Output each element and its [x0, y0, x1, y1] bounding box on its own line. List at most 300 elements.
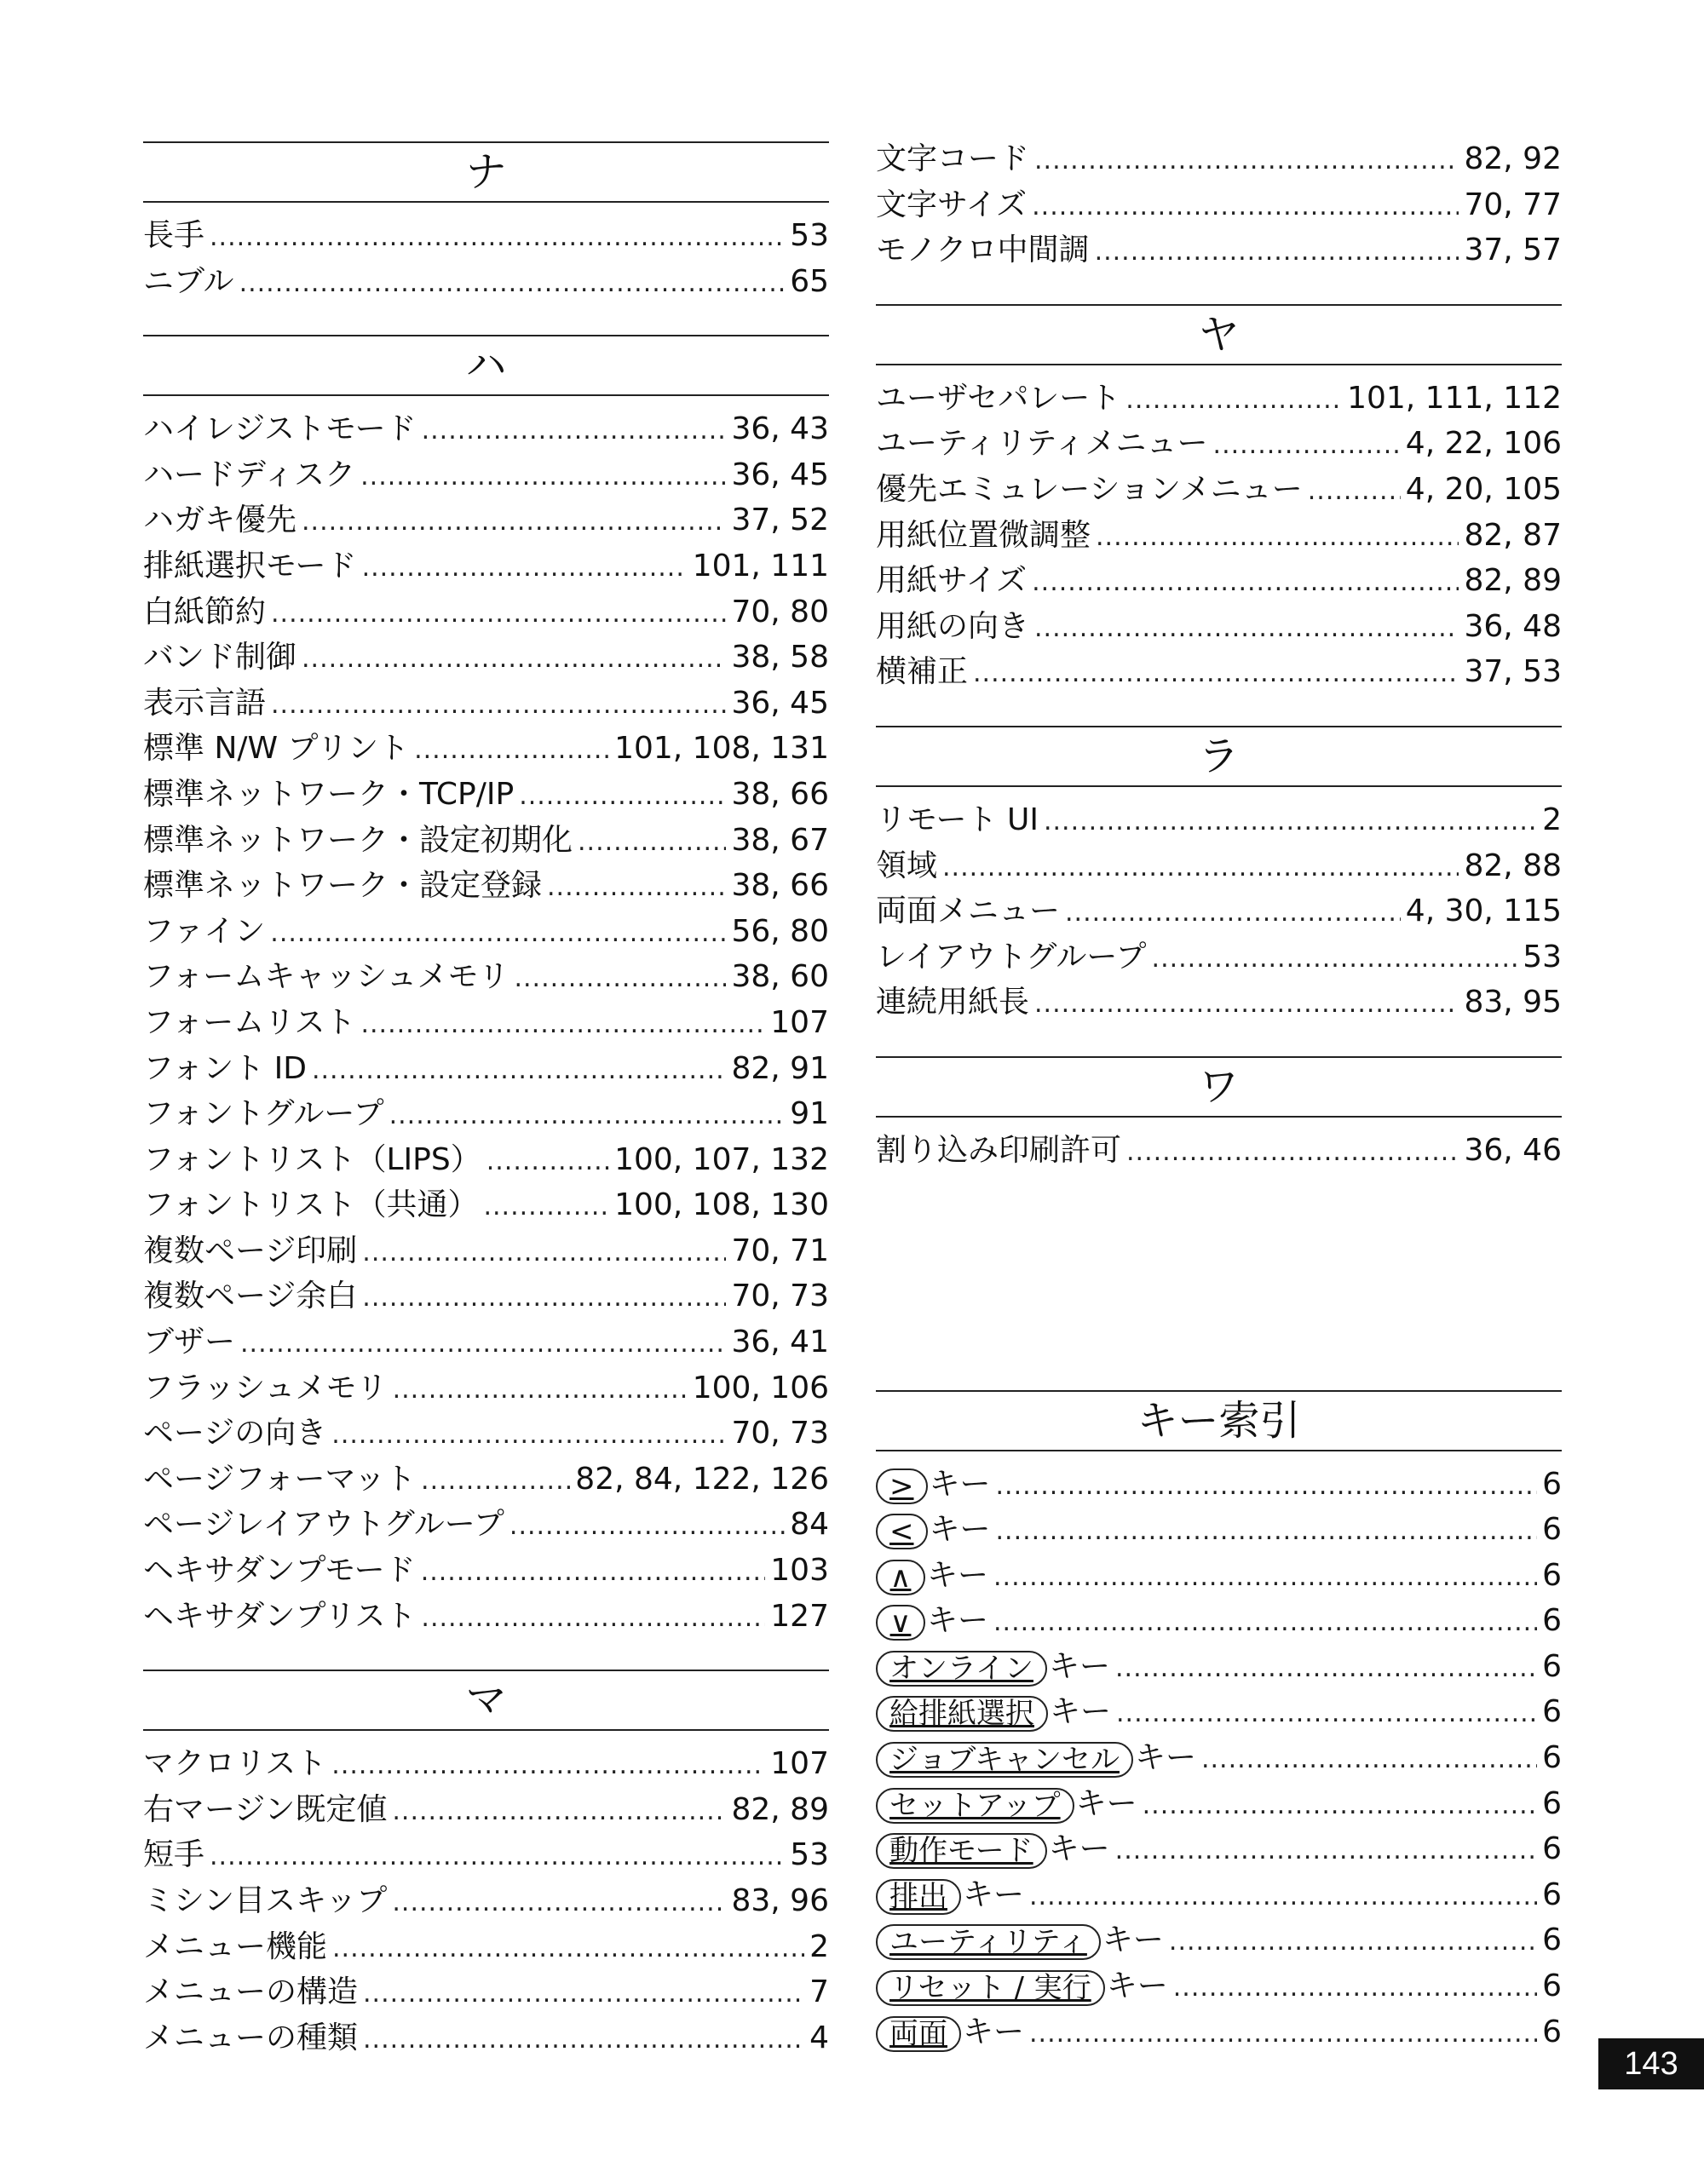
index-entry: [143, 1411, 829, 1457]
dot-leader: [996, 1462, 1538, 1509]
index-column-right: [876, 136, 1562, 2055]
page-refs: 6: [1542, 1603, 1562, 1639]
key-name: ユーティリティ: [889, 1925, 1087, 1960]
index-entry: [143, 1969, 829, 2015]
index-entry: [143, 818, 829, 864]
index-term: バンド制御: [143, 640, 297, 675]
key-name: 動作モード: [889, 1834, 1033, 1869]
dot-leader: [1032, 182, 1459, 230]
index-entry: [143, 2015, 829, 2061]
index-term: 標準ネットワーク・設定登録: [143, 868, 543, 904]
page-refs: 82, 87: [1464, 517, 1562, 553]
page-refs: 70, 80: [731, 594, 829, 629]
page-refs: 6: [1542, 1694, 1562, 1730]
index-entry: [143, 589, 829, 635]
index-term: ハードディスク: [143, 457, 356, 492]
index-term: フラッシュメモリ: [143, 1370, 388, 1405]
page-refs: 7: [809, 1974, 829, 2010]
dot-leader: [1152, 934, 1518, 982]
index-entry: [876, 843, 1562, 889]
page-refs: 6: [1542, 1785, 1562, 1821]
key-name: ジョブキャンセル: [889, 1743, 1120, 1778]
index-term: 用紙の向き: [876, 608, 1030, 644]
key-index-section: [876, 1390, 1562, 2055]
page-refs: 38, 58: [731, 640, 829, 675]
dot-leader: [1308, 467, 1401, 514]
key-name: 両面: [889, 2016, 947, 2051]
index-term: 優先エミュレーションメニュー: [876, 471, 1303, 507]
key-suffix: キー: [963, 1877, 1025, 1912]
dot-leader: [1116, 1689, 1537, 1737]
page-refs: 101, 111: [692, 548, 829, 583]
index-section: [143, 335, 829, 1639]
page-refs: 4, 22, 106: [1405, 426, 1562, 462]
index-term: 標準ネットワーク・TCP/IP: [143, 776, 515, 812]
index-term: 文字コード: [876, 141, 1030, 176]
continued-entries: [876, 136, 1562, 273]
index-term: ハガキ優先: [143, 503, 297, 538]
index-entry: [143, 1924, 829, 1970]
section-header: マ: [143, 1670, 829, 1731]
key-suffix: キー: [1134, 1740, 1196, 1776]
index-term: フォント ID: [143, 1050, 307, 1086]
index-entry: [143, 909, 829, 955]
index-entry: [143, 406, 829, 452]
dot-leader: [996, 1507, 1538, 1555]
dot-leader: [509, 1502, 785, 1549]
dot-leader: [239, 259, 786, 307]
index-entry: [143, 1832, 829, 1878]
key-suffix: キー: [1048, 1648, 1110, 1684]
index-entry: [143, 1457, 829, 1503]
index-term: ページフォーマット: [143, 1461, 417, 1497]
key-suffix: キー: [929, 1512, 991, 1548]
dot-leader: [414, 726, 609, 773]
key-label: [876, 1742, 1133, 1778]
key-suffix: キー: [1102, 1922, 1164, 1958]
section-header: ラ: [876, 726, 1562, 787]
index-term: ニブル: [143, 263, 234, 299]
index-entry: [143, 259, 829, 305]
key-name: リセット / 実行: [889, 1971, 1091, 2006]
index-entry: [876, 136, 1562, 182]
page-refs: 6: [1542, 1968, 1562, 2004]
dot-leader: [1034, 136, 1459, 184]
dot-leader: [421, 1457, 570, 1504]
page-refs: 83, 95: [1464, 985, 1562, 1020]
dot-leader: [1213, 421, 1401, 468]
index-entry: [143, 1594, 829, 1640]
dot-leader: [421, 1594, 765, 1641]
index-term: 排紙選択モード: [143, 548, 357, 583]
key-name: ∨: [889, 1606, 912, 1641]
index-term: フォントグループ: [143, 1096, 384, 1132]
dot-leader: [363, 2015, 804, 2063]
dot-leader: [1115, 1826, 1537, 1874]
page-refs: 36, 41: [731, 1325, 829, 1360]
index-term: ユーティリティメニュー: [876, 426, 1208, 462]
key-suffix: キー: [927, 1603, 989, 1639]
key-label: [876, 1788, 1074, 1824]
index-entry: [143, 635, 829, 681]
index-entry: [876, 467, 1562, 513]
page-refs: 6: [1542, 1922, 1562, 1958]
index-entry: [876, 227, 1562, 273]
index-term: フォームキャッシュメモリ: [143, 959, 509, 995]
index-entry: [143, 772, 829, 818]
dot-leader: [332, 1924, 804, 1972]
dot-leader: [486, 1137, 609, 1185]
index-term: 割り込み印刷許可: [876, 1132, 1122, 1168]
page-refs: 38, 60: [731, 959, 829, 995]
dot-leader: [271, 589, 726, 637]
page-refs: 37, 53: [1464, 654, 1562, 690]
dot-leader: [1169, 1917, 1537, 1965]
dot-leader: [1032, 558, 1459, 606]
dot-leader: [392, 1787, 726, 1835]
index-term: 文字サイズ: [876, 187, 1028, 222]
dot-leader: [312, 1046, 727, 1094]
key-index-entry: [876, 1781, 1562, 1827]
index-term: ハイレジストモード: [143, 411, 417, 447]
page-refs: 101, 111, 112: [1347, 380, 1562, 416]
index-section: [876, 1056, 1562, 1174]
page-refs: 82, 91: [731, 1050, 829, 1086]
dot-leader: [1029, 2009, 1537, 2057]
page-refs: 101, 108, 131: [614, 731, 829, 767]
index-term: 用紙位置微調整: [876, 517, 1091, 553]
key-label: [876, 1560, 925, 1595]
dot-leader: [1065, 888, 1401, 936]
page-refs: 53: [790, 1837, 829, 1873]
page-refs: 127: [770, 1598, 829, 1634]
key-index-entry: [876, 1826, 1562, 1872]
dot-leader: [389, 1091, 786, 1139]
page-refs: 70, 71: [731, 1233, 829, 1268]
key-index-entry: [876, 1553, 1562, 1599]
page-refs: 107: [770, 1746, 829, 1782]
index-entry: [143, 1228, 829, 1274]
dot-leader: [547, 863, 726, 911]
index-term: マクロリスト: [143, 1746, 327, 1782]
index-entry: [143, 1502, 829, 1548]
page-refs: 100, 107, 132: [614, 1141, 829, 1177]
index-term: メニューの構造: [143, 1974, 359, 2010]
dot-leader: [302, 635, 726, 682]
dot-leader: [1096, 513, 1459, 560]
key-index-entry: [876, 1689, 1562, 1735]
dot-leader: [483, 1182, 609, 1230]
dot-leader: [1115, 1644, 1537, 1692]
key-name: ∧: [889, 1560, 912, 1595]
section-header: ワ: [876, 1056, 1562, 1118]
index-term: 横補正: [876, 654, 969, 690]
page-refs: 36, 45: [731, 685, 829, 721]
index-entry: [143, 1741, 829, 1787]
page-refs: 53: [790, 218, 829, 253]
index-term: メニュー機能: [143, 1928, 328, 1964]
key-suffix: キー: [929, 1466, 991, 1502]
page-refs: 4, 30, 115: [1405, 894, 1562, 929]
index-term: 長手: [143, 218, 205, 253]
index-entry: [143, 1182, 829, 1228]
index-section: [876, 726, 1562, 1026]
index-entry: [876, 888, 1562, 934]
page-refs: 83, 96: [731, 1883, 829, 1918]
page-refs: 82, 92: [1464, 141, 1562, 176]
key-index-entry: [876, 1917, 1562, 1963]
index-term: ブザー: [143, 1325, 236, 1360]
key-label: [876, 1879, 961, 1915]
page-refs: 36, 43: [731, 411, 829, 447]
index-entry: [876, 558, 1562, 604]
section-header: ナ: [143, 141, 829, 203]
dot-leader: [362, 1273, 726, 1321]
key-index-header: キー索引: [876, 1390, 1562, 1451]
section-header: ハ: [143, 335, 829, 396]
index-entry: [143, 543, 829, 589]
page-refs: 65: [790, 263, 829, 299]
index-entry: [143, 726, 829, 772]
index-entry: [876, 1128, 1562, 1174]
key-name: 排出: [889, 1879, 947, 1914]
page-refs: 2: [809, 1928, 829, 1964]
page-refs: 6: [1542, 1557, 1562, 1593]
key-suffix: キー: [1050, 1694, 1112, 1730]
page-refs: 6: [1542, 2014, 1562, 2049]
index-entry: [143, 681, 829, 727]
page-refs: 2: [1542, 802, 1562, 837]
key-label: [876, 1696, 1048, 1732]
key-name: オンライン: [889, 1651, 1033, 1686]
page-refs: 37, 57: [1464, 233, 1562, 268]
dot-leader: [240, 1319, 726, 1367]
key-name: 給排紙選択: [889, 1697, 1034, 1732]
dot-leader: [1143, 1781, 1537, 1829]
index-entry: [143, 1787, 829, 1833]
key-suffix: キー: [1075, 1785, 1137, 1821]
key-index-entry: [876, 1872, 1562, 1918]
index-term: ヘキサダンプモード: [143, 1553, 416, 1589]
index-entry: [143, 1878, 829, 1924]
key-label: [876, 2016, 961, 2052]
key-index-entry: [876, 2009, 1562, 2055]
key-suffix: キー: [1106, 1968, 1168, 2004]
page-refs: 6: [1542, 1648, 1562, 1684]
page-refs: 36, 48: [1464, 608, 1562, 644]
dot-leader: [270, 909, 726, 957]
page-refs: 91: [790, 1096, 829, 1132]
page-refs: 38, 66: [731, 868, 829, 904]
key-suffix: キー: [927, 1557, 989, 1593]
key-index-entry: [876, 1644, 1562, 1690]
index-term: モノクロ中間調: [876, 233, 1090, 268]
index-term: レイアウトグループ: [876, 939, 1147, 974]
dot-leader: [331, 1741, 765, 1789]
page-refs: 36, 46: [1464, 1132, 1562, 1168]
page-refs: 82, 84, 122, 126: [575, 1461, 829, 1497]
page-refs: 82, 89: [1464, 563, 1562, 599]
page-refs: 70, 77: [1464, 187, 1562, 222]
index-term: ミシン目スキップ: [143, 1883, 388, 1918]
index-term: ファイン: [143, 913, 266, 949]
page-refs: 38, 67: [731, 822, 829, 858]
dot-leader: [360, 452, 726, 500]
dot-leader: [1201, 1735, 1537, 1783]
key-label: [876, 1605, 925, 1641]
index-entry: [143, 863, 829, 909]
index-entry: [876, 182, 1562, 228]
index-term: 標準 N/W プリント: [143, 731, 410, 767]
index-entry: [876, 797, 1562, 843]
index-entry: [143, 954, 829, 1000]
dot-leader: [363, 1969, 804, 2017]
section-header: ヤ: [876, 304, 1562, 365]
key-label: [876, 1468, 928, 1504]
index-term: リモート UI: [876, 802, 1039, 837]
index-term: ページレイアウトグループ: [143, 1507, 504, 1543]
index-term: フォントリスト（LIPS）: [143, 1141, 481, 1177]
dot-leader: [1044, 797, 1537, 845]
dot-leader: [422, 406, 727, 454]
key-name: >: [889, 1468, 914, 1503]
index-term: 両面メニュー: [876, 894, 1061, 929]
page-refs: 4, 20, 105: [1405, 471, 1562, 507]
index-entry: [143, 1365, 829, 1411]
page-refs: 103: [770, 1553, 829, 1589]
index-entry: [143, 1319, 829, 1365]
index-term: ヘキサダンプリスト: [143, 1598, 417, 1634]
index-term: フォームリスト: [143, 1004, 356, 1040]
index-entry: [876, 604, 1562, 650]
key-suffix: キー: [1048, 1831, 1110, 1867]
index-term: 短手: [143, 1837, 205, 1873]
index-section: [143, 1670, 829, 2060]
index-term: 白紙節約: [143, 594, 267, 629]
key-index-entry: [876, 1735, 1562, 1781]
index-term: ページの向き: [143, 1416, 327, 1451]
index-section: [876, 304, 1562, 695]
key-label: [876, 1970, 1105, 2006]
index-entry: [143, 1137, 829, 1183]
dot-leader: [271, 681, 726, 728]
page-refs: 84: [790, 1507, 829, 1543]
index-entry: [143, 213, 829, 259]
index-term: 複数ページ余白: [143, 1279, 358, 1314]
index-term: 連続用紙長: [876, 985, 1030, 1020]
dot-leader: [210, 1832, 785, 1880]
index-entry: [143, 1091, 829, 1137]
page-refs: 82, 88: [1464, 848, 1562, 883]
dot-leader: [993, 1553, 1537, 1601]
index-term: メニューの種類: [143, 2020, 359, 2055]
page-refs: 70, 73: [731, 1416, 829, 1451]
dot-leader: [392, 1878, 726, 1926]
page-refs: 100, 108, 130: [614, 1187, 829, 1223]
index-section: [143, 141, 829, 304]
key-label: [876, 1514, 928, 1549]
dot-leader: [973, 649, 1459, 697]
dot-leader: [993, 1598, 1537, 1646]
index-entry: [876, 421, 1562, 467]
dot-leader: [1126, 1128, 1459, 1175]
dot-leader: [519, 772, 726, 819]
index-term: 表示言語: [143, 685, 267, 721]
page-refs: 6: [1542, 1740, 1562, 1776]
key-suffix: キー: [963, 2014, 1025, 2049]
index-term: フォントリスト（共通）: [143, 1187, 479, 1223]
key-index-entry: [876, 1963, 1562, 2009]
page-refs: 56, 80: [731, 913, 829, 949]
index-entry: [143, 1273, 829, 1319]
index-term: 領域: [876, 848, 938, 883]
page-refs: 100, 106: [692, 1370, 829, 1405]
index-entry: [876, 934, 1562, 980]
dot-leader: [393, 1365, 688, 1413]
index-term: 用紙サイズ: [876, 563, 1028, 599]
key-name: <: [889, 1514, 914, 1549]
page-refs: 6: [1542, 1831, 1562, 1867]
dot-leader: [421, 1548, 766, 1595]
page-refs: 6: [1542, 1512, 1562, 1548]
key-label: [876, 1833, 1047, 1869]
key-index-entry: [876, 1598, 1562, 1644]
page-refs: 38, 66: [731, 776, 829, 812]
index-entry: [143, 497, 829, 543]
dot-leader: [578, 818, 726, 865]
index-term: 複数ページ印刷: [143, 1233, 358, 1268]
dot-leader: [1034, 980, 1459, 1027]
index-entry: [876, 980, 1562, 1026]
key-index-entry: [876, 1462, 1562, 1508]
index-entry: [876, 513, 1562, 559]
index-entry: [876, 376, 1562, 422]
dot-leader: [514, 954, 726, 1002]
key-label: [876, 1924, 1101, 1960]
key-label: [876, 1651, 1047, 1687]
dot-leader: [302, 497, 726, 545]
index-entry: [143, 452, 829, 498]
index-entry: [143, 1046, 829, 1092]
dot-leader: [362, 1228, 726, 1276]
dot-leader: [331, 1411, 726, 1458]
key-name: セットアップ: [889, 1788, 1061, 1823]
page-number: 143: [1598, 2038, 1704, 2089]
page-refs: 53: [1523, 939, 1562, 974]
page-refs: 70, 73: [731, 1279, 829, 1314]
dot-leader: [362, 543, 688, 591]
dot-leader: [210, 213, 785, 261]
page-refs: 37, 52: [731, 503, 829, 538]
page-refs: 6: [1542, 1877, 1562, 1912]
page-refs: 107: [770, 1004, 829, 1040]
index-entry: [143, 1548, 829, 1594]
dot-leader: [1125, 376, 1342, 423]
index-term: 右マージン既定値: [143, 1791, 388, 1827]
page-refs: 36, 45: [731, 457, 829, 492]
index-entry: [143, 1000, 829, 1046]
dot-leader: [360, 1000, 765, 1048]
dot-leader: [1034, 604, 1459, 652]
index-term: ユーザセパレート: [876, 380, 1121, 416]
dot-leader: [1095, 227, 1459, 275]
key-index-entry: [876, 1507, 1562, 1553]
page-refs: 6: [1542, 1466, 1562, 1502]
index-entry: [876, 649, 1562, 695]
dot-leader: [1173, 1963, 1537, 2011]
page-refs: 4: [809, 2020, 829, 2055]
dot-leader: [942, 843, 1459, 891]
